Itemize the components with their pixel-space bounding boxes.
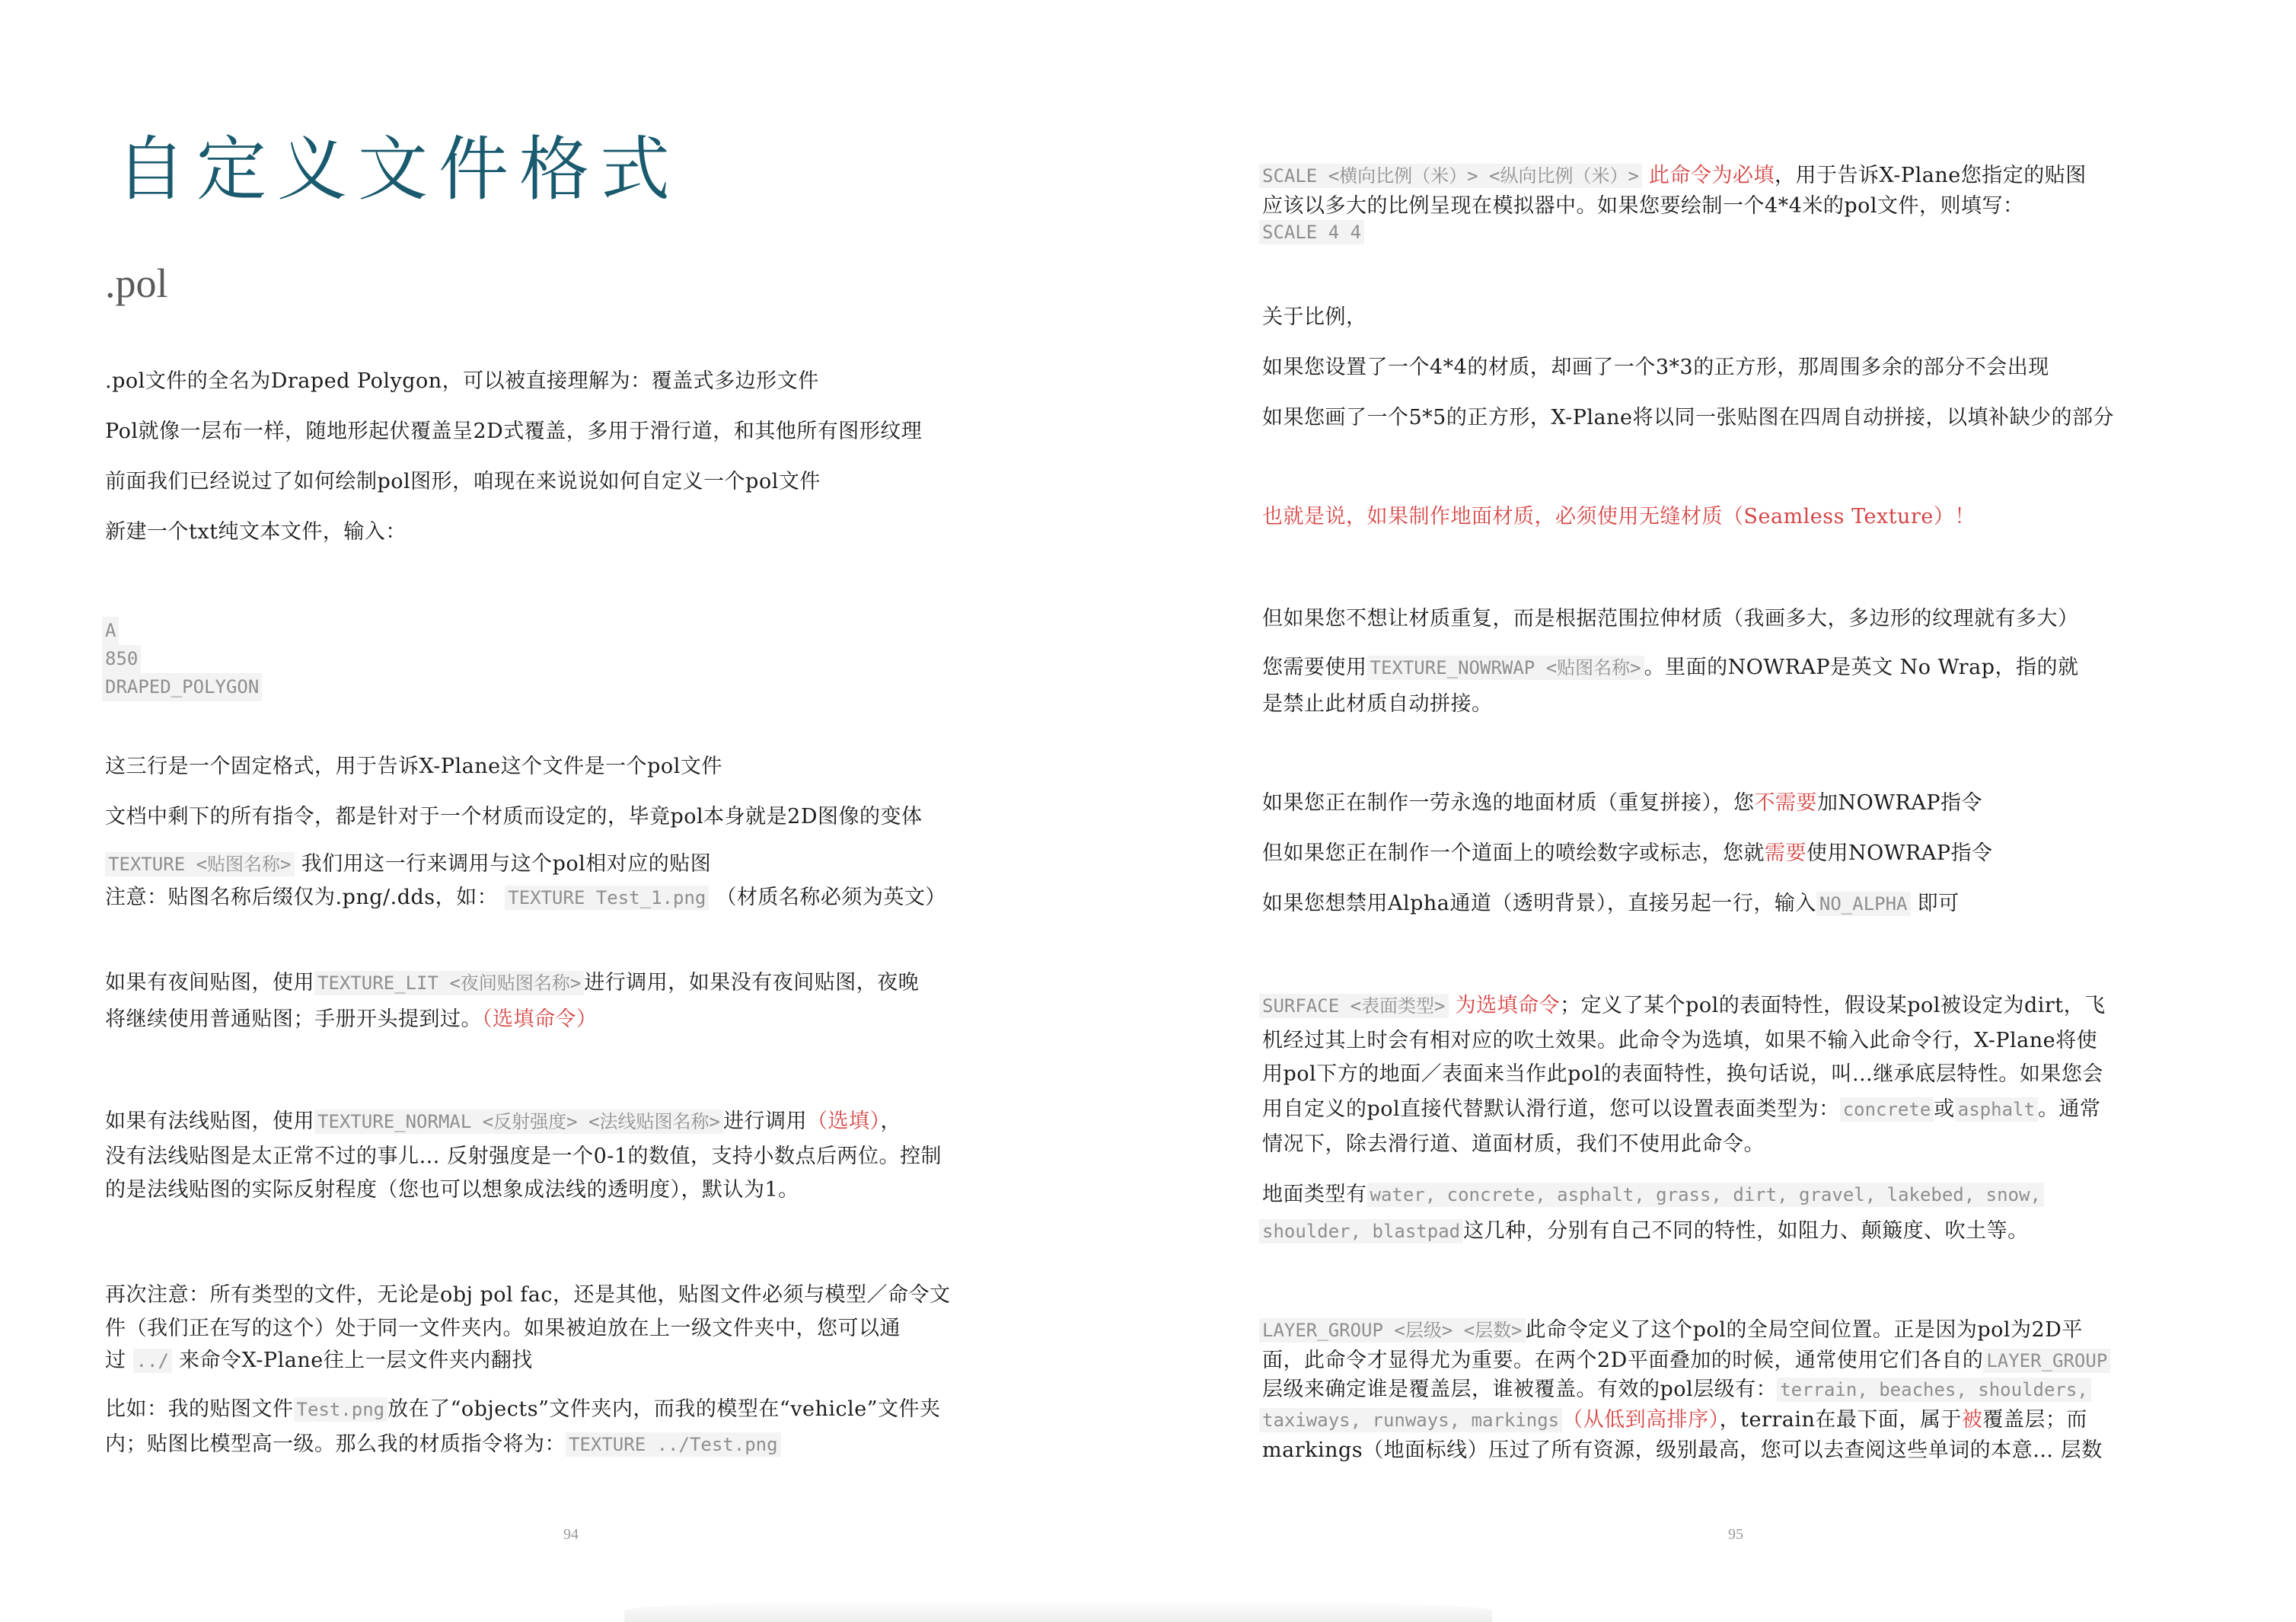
inline-code: taxiways, runways, markings bbox=[1259, 1408, 1562, 1432]
inline-code: TEXTURE_NORMAL <反射强度> <法线贴图名称> bbox=[314, 1110, 723, 1134]
required-note: 此命令为必填 bbox=[1649, 164, 1775, 187]
text-run: （材质名称必须为英文） bbox=[716, 886, 946, 909]
book-spine-shadow bbox=[624, 1599, 1492, 1622]
text-run: ，用于告诉X-Plane您指定的贴图 bbox=[1775, 164, 2087, 187]
paragraph bbox=[105, 851, 711, 877]
paragraph: 但如果您不想让材质重复，而是根据范围拉伸材质（我画多大，多边形的纹理就有多大） bbox=[1262, 607, 2079, 631]
paragraph: 前面我们已经说过了如何绘制pol图形，咱现在来说说如何自定义一个pol文件 bbox=[105, 470, 821, 493]
paragraph bbox=[105, 1397, 941, 1422]
paragraph: 的是法线贴图的实际反射程度（您也可以想象成法线的透明度），默认为1。 bbox=[105, 1178, 799, 1202]
paragraph bbox=[105, 1007, 598, 1033]
paragraph: 件（我们正在写的这个）处于同一文件夹内。如果被迫放在上一级文件夹中，您可以通 bbox=[105, 1317, 901, 1340]
paragraph bbox=[105, 1109, 901, 1135]
text-run: 如果有夜间贴图，使用 bbox=[105, 971, 314, 995]
optional-note: （选填命令） bbox=[482, 1007, 598, 1031]
inline-code: asphalt bbox=[1955, 1097, 2038, 1122]
paragraph bbox=[1262, 1348, 2110, 1374]
text-run: 进行调用 bbox=[722, 1110, 807, 1133]
inline-code: shoulder, blastpad bbox=[1259, 1219, 1463, 1244]
inline-code: TEXTURE Test_1.png bbox=[505, 886, 709, 910]
text-run: ，terrain在最下面，属于 bbox=[1719, 1408, 1962, 1432]
paragraph: Pol就像一层布一样，随地形起伏覆盖呈2D式覆盖，多用于滑行道，和其他所有图形纹理 bbox=[105, 420, 923, 443]
paragraph: 如果您画了一个5*5的正方形，X-Plane将以同一张贴图在四周自动拼接，以填补缺少的部分 bbox=[1262, 406, 2115, 429]
code-line: 850 bbox=[102, 645, 141, 673]
inline-code: Test.png bbox=[294, 1397, 388, 1422]
inline-code: SURFACE <表面类型> bbox=[1259, 994, 1449, 1018]
right-page bbox=[1148, 0, 2296, 1622]
inline-code: TEXTURE ../Test.png bbox=[566, 1432, 781, 1457]
text-run: 您需要使用 bbox=[1262, 656, 1367, 679]
paragraph bbox=[1262, 1377, 2091, 1403]
paragraph bbox=[105, 970, 919, 996]
text-run: 进行调用，如果没有夜间贴图，夜晚 bbox=[584, 971, 920, 995]
emphasis: 被 bbox=[1961, 1408, 1983, 1432]
paragraph: 这三行是一个固定格式，用于告诉X-Plane这个文件是一个pol文件 bbox=[105, 755, 722, 778]
text-run: 内；贴图比模型高一级。那么我的材质指令将为： bbox=[105, 1432, 566, 1456]
text-run: 我们用这一行来调用与这个pol相对应的贴图 bbox=[301, 852, 712, 876]
paragraph: 没有法线贴图是太正常不过的事儿… 反射强度是一个0-1的数值，支持小数点后两位。控制 bbox=[105, 1145, 942, 1168]
text-run: 注意：贴图名称后缀仅为.png/.dds，如： bbox=[105, 886, 499, 909]
paragraph bbox=[105, 1432, 781, 1458]
text-run: 但如果您正在制作一个道面上的喷绘数字或标志，您就 bbox=[1262, 841, 1765, 865]
paragraph: 用pol下方的地面／表面来当作此pol的表面特性，换句话说，叫…继承底层特性。如果您会 bbox=[1262, 1062, 2103, 1086]
page-number: 95 bbox=[1728, 1526, 1743, 1543]
paragraph bbox=[1259, 1218, 2029, 1244]
paragraph bbox=[1259, 1317, 2083, 1343]
paragraph: 文档中剩下的所有指令，都是针对于一个材质而设定的，毕竟pol本身就是2D图像的变体 bbox=[105, 805, 923, 829]
paragraph bbox=[1262, 891, 1960, 917]
paragraph: 机经过其上时会有相对应的吹土效果。此命令为选填，如果不输入此命令行，X-Plane将使 bbox=[1262, 1029, 2098, 1052]
emphasis: 需要 bbox=[1765, 841, 1807, 865]
page-title: 自定义文件格式 bbox=[116, 129, 681, 210]
paragraph bbox=[1262, 790, 1982, 816]
section-heading: .pol bbox=[105, 260, 168, 306]
text-run: 过 bbox=[105, 1349, 126, 1372]
paragraph bbox=[105, 885, 946, 911]
paragraph: 如果您设置了一个4*4的材质，却画了一个3*3的正方形，那周围多余的部分不会出现 bbox=[1262, 356, 2049, 379]
paragraph bbox=[1262, 655, 2078, 681]
text-run: 比如：我的贴图文件 bbox=[105, 1397, 294, 1421]
inline-code: NO_ALPHA bbox=[1816, 892, 1911, 916]
code-block bbox=[102, 617, 262, 701]
warning-paragraph: 也就是说，如果制作地面材质，必须使用无缝材质（Seamless Texture）！ bbox=[1262, 505, 1976, 528]
text-run: 放在了“objects”文件夹内，而我的模型在“vehicle”文件夹 bbox=[387, 1397, 941, 1421]
text-run: 将继续使用普通贴图；手册开头提到过。 bbox=[105, 1007, 482, 1031]
paragraph: 关于比例， bbox=[1262, 305, 1367, 329]
text-run: 如果有法线贴图，使用 bbox=[105, 1110, 314, 1133]
text-run: 用自定义的pol直接代替默认滑行道，您可以设置表面类型为： bbox=[1262, 1097, 1840, 1121]
paragraph: 是禁止此材质自动拼接。 bbox=[1262, 692, 1493, 716]
paragraph bbox=[1259, 219, 1364, 245]
paragraph bbox=[1262, 1182, 2044, 1208]
inline-code: LAYER_GROUP bbox=[1983, 1349, 2110, 1373]
optional-note: （选填） bbox=[806, 1110, 881, 1133]
paragraph bbox=[1259, 993, 2106, 1019]
text-run: 如果您想禁用Alpha通道（透明背景），直接另起一行，输入 bbox=[1262, 892, 1816, 915]
text-run: 地面类型有 bbox=[1262, 1183, 1367, 1206]
paragraph: 应该以多大的比例呈现在模拟器中。如果您要绘制一个4*4米的pol文件，则填写： bbox=[1262, 194, 2024, 218]
paragraph: markings（地面标线）压过了所有资源，级别最高，您可以去查阅这些单词的本意… 层数 bbox=[1262, 1438, 2103, 1462]
text-run: 来命令X-Plane往上一层文件夹内翻找 bbox=[179, 1349, 533, 1372]
text-run: 。通常 bbox=[2037, 1097, 2101, 1121]
emphasis: （从低到高排序） bbox=[1562, 1408, 1720, 1432]
paragraph bbox=[1259, 163, 2087, 189]
code-line: DRAPED_POLYGON bbox=[102, 673, 262, 701]
text-run: 此命令定义了这个pol的全局空间位置。正是因为pol为2D平 bbox=[1525, 1318, 2083, 1342]
inline-code: TEXTURE_NOWRWAP <贴图名称> bbox=[1367, 656, 1644, 680]
text-run: 覆盖层；而 bbox=[1982, 1408, 2087, 1432]
text-run: 或 bbox=[1934, 1097, 1955, 1121]
page-number: 94 bbox=[563, 1526, 579, 1543]
text-run: ；定义了某个pol的表面特性，假设某pol被设定为dirt，飞 bbox=[1560, 994, 2106, 1017]
paragraph: .pol文件的全名为Draped Polygon，可以被直接理解为：覆盖式多边形文件 bbox=[105, 369, 819, 393]
paragraph: 再次注意：所有类型的文件，无论是obj pol fac，还是其他，贴图文件必须与模型／命令文 bbox=[105, 1283, 951, 1307]
paragraph bbox=[105, 1348, 533, 1374]
inline-code: TEXTURE <贴图名称> bbox=[105, 852, 295, 876]
inline-code: concrete bbox=[1840, 1097, 1934, 1122]
inline-code: LAYER_GROUP <层级> <层数> bbox=[1259, 1318, 1526, 1343]
paragraph bbox=[1262, 1097, 2100, 1122]
text-run: 即可 bbox=[1917, 892, 1960, 915]
text-run: 。里面的NOWRAP是英文 No Wrap，指的就 bbox=[1644, 656, 2079, 679]
inline-code: terrain, beaches, shoulders, bbox=[1777, 1378, 2091, 1402]
paragraph bbox=[1262, 841, 1993, 867]
inline-code: water, concrete, asphalt, grass, dirt, gravel, lakebed, snow, bbox=[1367, 1183, 2044, 1207]
inline-code: SCALE <横向比例（米）> <纵向比例（米）> bbox=[1259, 164, 1642, 188]
text-run: 层级来确定谁是覆盖层，谁被覆盖。有效的pol层级有： bbox=[1262, 1378, 1778, 1401]
text-run: 这几种，分别有自己不同的特性，如阻力、颠簸度、吹土等。 bbox=[1463, 1219, 2029, 1243]
text-run: 加NOWRAP指令 bbox=[1817, 791, 1983, 815]
emphasis: 不需要 bbox=[1754, 791, 1817, 815]
inline-code: ../ bbox=[133, 1349, 172, 1373]
inline-code: SCALE 4 4 bbox=[1259, 220, 1364, 244]
paragraph: 情况下，除去滑行道、道面材质，我们不使用此命令。 bbox=[1262, 1132, 1765, 1156]
inline-code: TEXTURE_LIT <夜间贴图名称> bbox=[314, 971, 584, 995]
text-run: 使用NOWRAP指令 bbox=[1807, 841, 1993, 865]
paragraph bbox=[1259, 1407, 2087, 1433]
text-run: 如果您正在制作一劳永逸的地面材质（重复拼接），您 bbox=[1262, 791, 1755, 815]
code-line: A bbox=[102, 617, 119, 645]
optional-note: 为选填命令 bbox=[1455, 994, 1561, 1017]
paragraph: 新建一个txt纯文本文件，输入： bbox=[105, 520, 407, 544]
text-run: 面，此命令才显得尤为重要。在两个2D平面叠加的时候，通常使用它们各自的 bbox=[1262, 1349, 1984, 1372]
text-run: ， bbox=[880, 1110, 901, 1133]
